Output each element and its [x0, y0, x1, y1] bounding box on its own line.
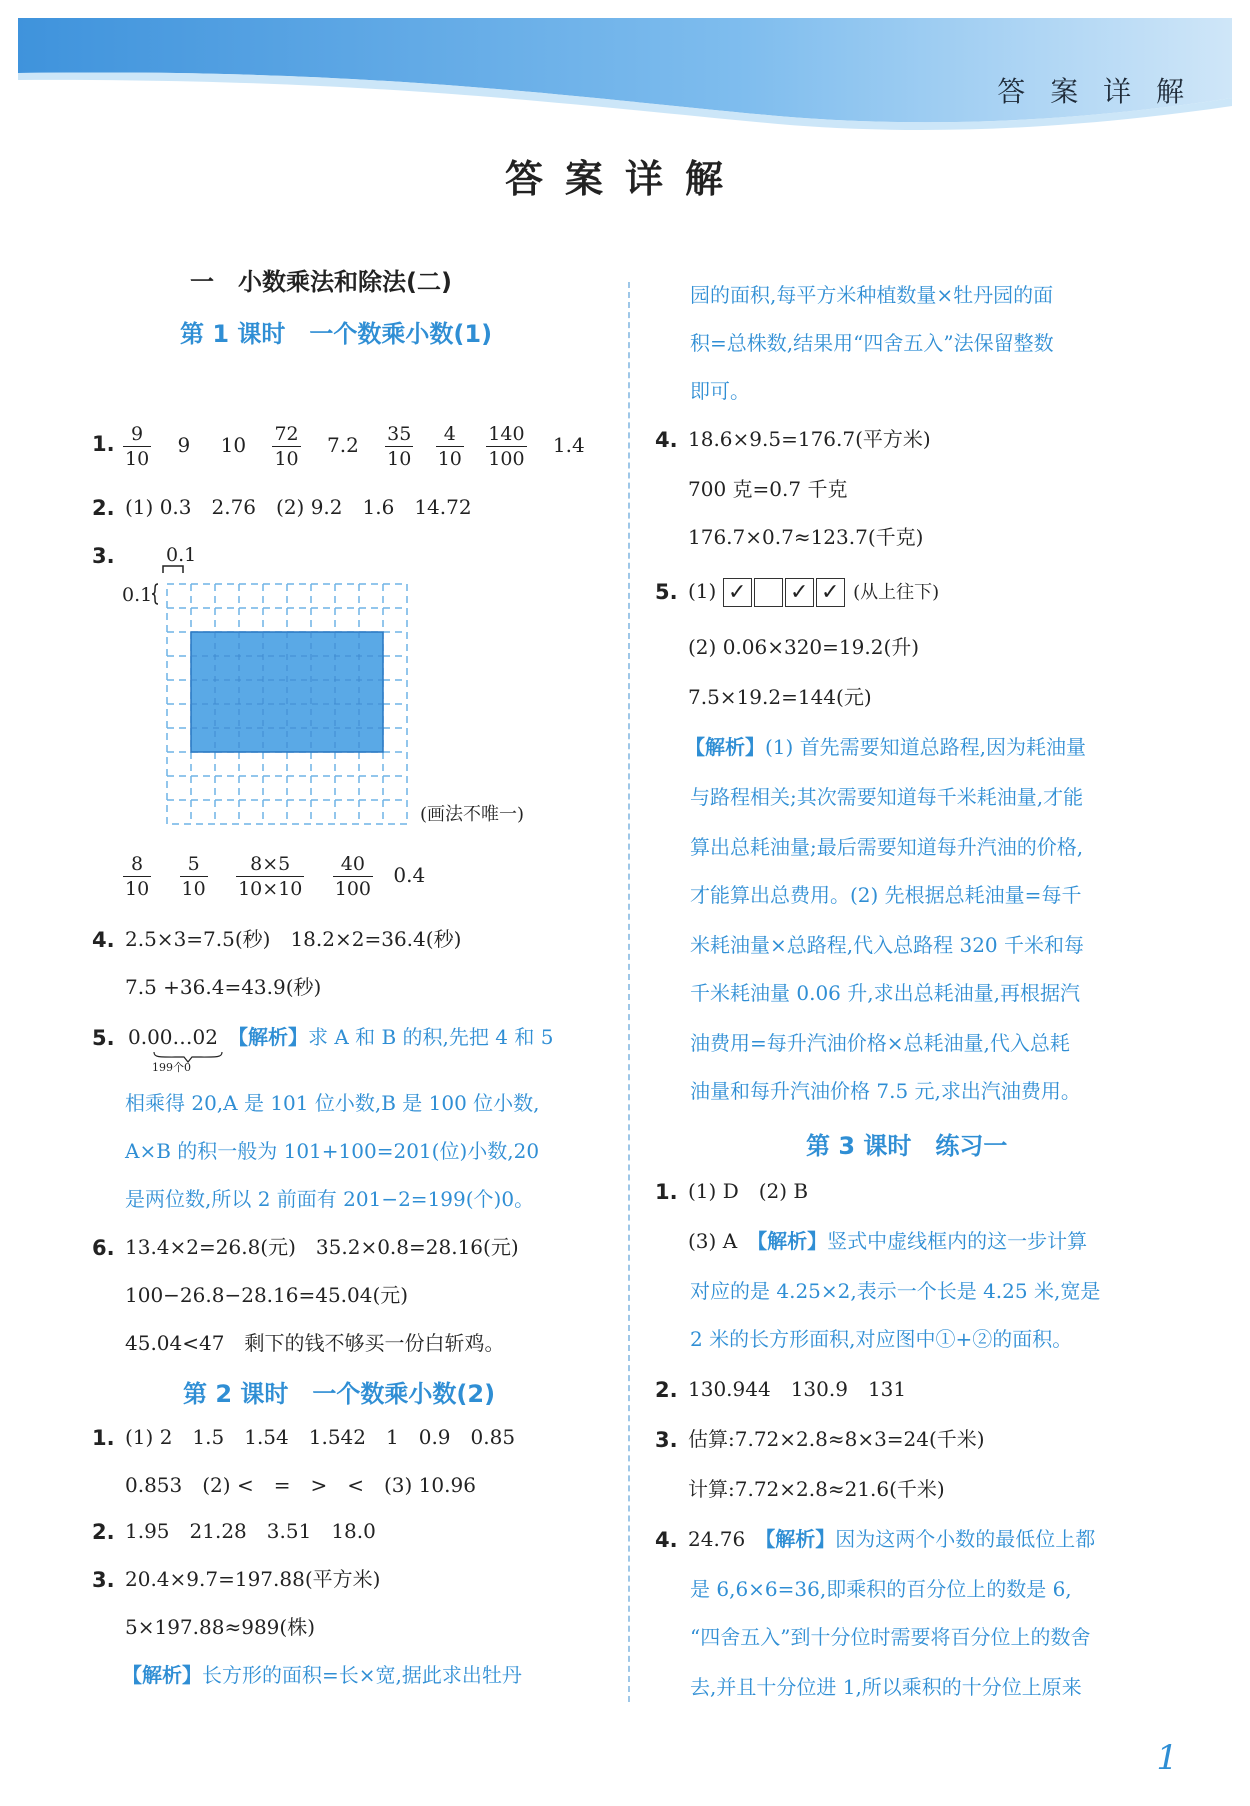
q6-line-1: 13.4×2=26.8(元) 35.2×0.8=28.16(元) [125, 1235, 519, 1259]
r-q5-line-2: (2) 0.06×320=19.2(升) [688, 635, 920, 659]
q4-number: 4. [92, 928, 115, 952]
banner-title: 答 案 详 解 [997, 75, 1192, 108]
q4-line-1: 2.5×3=7.5(秒) 18.2×2=36.4(秒) [125, 927, 462, 951]
lesson-3-title: 第 3 课时 练习一 [806, 1132, 1008, 1160]
grid-diagram [150, 560, 420, 830]
r-q5-analysis-7: 油费用=每升汽油价格×总耗油量,代入总耗 [690, 1031, 1070, 1055]
p1-line-2: 0.853 (2) < = > < (3) 10.96 [125, 1473, 476, 1497]
q2-number: 2. [92, 496, 115, 520]
r-q4-line-1: 18.6×9.5=176.7(平方米) [688, 427, 931, 451]
page-number: 1 [1156, 1738, 1178, 1778]
e4-analysis-2: “四舍五入”到十分位时需要将百分位上的数舍 [690, 1625, 1091, 1649]
r-q5-line-3: 7.5×19.2=144(元) [688, 685, 872, 709]
r-q4-line-2: 700 克=0.7 千克 [688, 477, 848, 501]
p3-line-2: 5×197.88≈989(株) [125, 1615, 315, 1639]
q2-answer: (1) 0.3 2.76 (2) 9.2 1.6 14.72 [125, 495, 472, 519]
fraction: $\frac{35}{10}$ [387, 423, 412, 470]
q3-number: 3. [92, 544, 115, 568]
e1-number: 1. [655, 1180, 678, 1204]
e3-number: 3. [655, 1428, 678, 1452]
check-box [754, 578, 783, 607]
q4-line-2: 7.5 +36.4=43.9(秒) [125, 975, 322, 999]
p1-line-1: (1) 2 1.5 1.54 1.542 1 0.9 0.85 [125, 1425, 516, 1449]
grid-note: (画法不唯一) [420, 804, 525, 825]
r-q5-checkboxes: (1) ✓ ✓ ✓ (从上往下) [688, 579, 940, 605]
r-q5-analysis-2: 与路程相关;其次需要知道每千米耗油量,才能 [690, 785, 1084, 809]
p3-analysis: 【解析】长方形的面积=长×宽,据此求出牡丹 [122, 1663, 522, 1687]
r-q5-analysis-4: 才能算出总费用。(2) 先根据总耗油量=每千 [690, 883, 1082, 907]
q5-analysis-4: 是两位数,所以 2 前面有 201−2=199(个)0。 [125, 1187, 535, 1211]
fraction: $\frac{140}{100}$ [488, 423, 525, 470]
e4-analysis-1: 是 6,6×6=36,即乘积的百分位上的数是 6, [690, 1577, 1072, 1601]
q5-analysis-2: 相乘得 20,A 是 101 位小数,B 是 100 位小数, [125, 1091, 540, 1115]
page-title: 答案详解 [504, 157, 745, 201]
fraction: $\frac{72}{10}$ [274, 423, 299, 470]
r-q5-analysis-1: 【解析】(1) 首先需要知道总路程,因为耗油量 [685, 735, 1087, 759]
fraction: $\frac{4}{10}$ [437, 423, 462, 470]
lesson-2-title: 第 2 课时 一个数乘小数(2) [183, 1380, 496, 1408]
e4-number: 4. [655, 1528, 678, 1552]
p2-number: 2. [92, 1520, 115, 1544]
r-q4-number: 4. [655, 428, 678, 452]
check-box: ✓ [785, 578, 814, 607]
check-box: ✓ [816, 578, 845, 607]
q6-line-3: 45.04<47 剩下的钱不够买一份白斩鸡。 [125, 1331, 505, 1355]
q6-number: 6. [92, 1236, 115, 1260]
underbrace-label: 199个0 [152, 1061, 191, 1074]
q5-answer-line: 0.00…02 【解析】求 A 和 B 的积,先把 4 和 5 [128, 1025, 554, 1049]
e4-line-1: 24.76 【解析】因为这两个小数的最低位上都 [688, 1527, 1096, 1551]
fraction: $\frac{9}{10}$ [125, 423, 150, 470]
r-q5-number: 5. [655, 580, 678, 604]
r-q4-line-3: 176.7×0.7≈123.7(千克) [688, 525, 924, 549]
grid-top-label: 0.1 [166, 544, 197, 566]
e2-number: 2. [655, 1378, 678, 1402]
p3-line-1: 20.4×9.7=197.88(平方米) [125, 1567, 381, 1591]
e2-answer: 130.944 130.9 131 [688, 1377, 907, 1401]
q3-fractions: $\frac{8}{10}$ $\frac{5}{10}$ $\frac{8\times 5}{10\times 10}$ $\frac{40}{100}$ 0.4 [125, 853, 426, 900]
e1-analysis-2: 2 米的长方形面积,对应图中①+②的面积。 [690, 1327, 1073, 1351]
p1-number: 1. [92, 1426, 115, 1450]
r-q5-analysis-8: 油量和每升汽油价格 7.5 元,求出汽油费用。 [690, 1079, 1081, 1103]
cont-line-1: 园的面积,每平方米种植数量×牡丹园的面 [690, 283, 1054, 307]
q5-number: 5. [92, 1026, 115, 1050]
cont-line-3: 即可。 [690, 379, 750, 403]
cont-line-2: 积=总株数,结果用“四舍五入”法保留整数 [690, 331, 1054, 355]
r-q5-analysis-5: 米耗油量×总路程,代入总路程 320 千米和每 [690, 933, 1085, 957]
e1-analysis-1: 对应的是 4.25×2,表示一个长是 4.25 米,宽是 [690, 1279, 1101, 1303]
e4-analysis-3: 去,并且十分位进 1,所以乘积的十分位上原来 [690, 1675, 1082, 1699]
r-q5-analysis-6: 千米耗油量 0.06 升,求出总耗油量,再根据汽 [690, 981, 1080, 1005]
p3-number: 3. [92, 1568, 115, 1592]
e1-line-1: (1) D (2) B [688, 1179, 809, 1203]
e3-line-1: 估算:7.72×2.8≈8×3=24(千米) [688, 1427, 985, 1451]
r-q5-analysis-3: 算出总耗油量;最后需要知道每升汽油的价格, [690, 835, 1084, 859]
e3-line-2: 计算:7.72×2.8≈21.6(千米) [688, 1477, 945, 1501]
lesson-1-title: 第 1 课时 一个数乘小数(1) [180, 320, 493, 348]
q5-analysis-3: A×B 的积一般为 101+100=201(位)小数,20 [125, 1139, 540, 1163]
q6-line-2: 100−26.8−28.16=45.04(元) [125, 1283, 409, 1307]
grid-left-label: 0.1 [122, 584, 153, 606]
section-title: 一 小数乘法和除法(二) [190, 268, 452, 296]
e1-line-2: (3) A 【解析】竖式中虚线框内的这一步计算 [688, 1229, 1088, 1253]
column-divider [628, 282, 630, 1702]
check-box: ✓ [723, 578, 752, 607]
p2-answer: 1.95 21.28 3.51 18.0 [125, 1519, 376, 1543]
